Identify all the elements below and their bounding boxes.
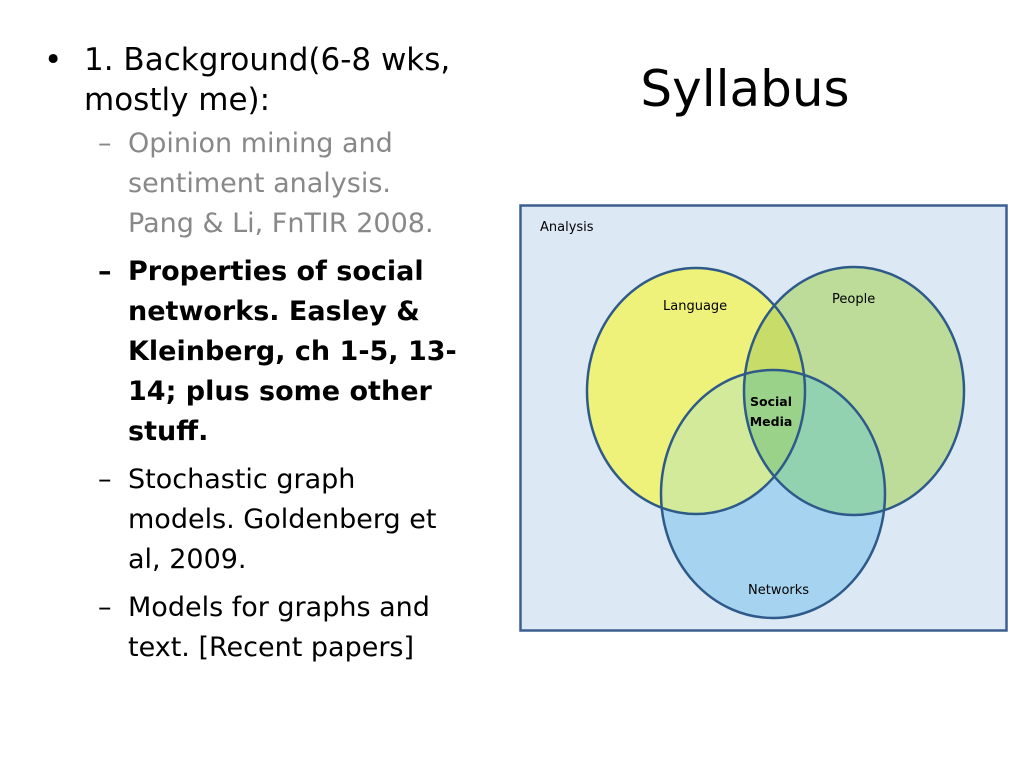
sub-bullet-list [84,124,500,668]
sub-item-line: al, 2009. [128,544,247,575]
slide-title: Syllabus [640,60,850,118]
sub-item-line: networks. Easley & [128,296,420,327]
bullet-list [40,40,500,676]
sub-item-line: models. Goldenberg et [128,504,437,535]
networks-label: Networks [748,583,810,598]
sub-item-line: Pang & Li, FnTIR 2008. [128,208,434,239]
social-media-label-line1: Social [749,394,793,409]
sub-item-line: Kleinberg, ch 1-5, 13- [128,336,457,367]
bullet-icon: • [44,42,63,78]
sub-item-social-networks [84,252,500,452]
sub-item-line: Models for graphs and [128,592,430,623]
sub-item-stochastic-graph [84,460,500,580]
bullet-line-2: mostly me): [84,82,271,118]
sub-item-line: Stochastic graph [128,464,356,495]
dash-icon: – [98,128,112,159]
sub-item-line: Opinion mining and [128,128,393,159]
language-label: Language [663,299,728,314]
bullet-background [40,40,500,668]
people-label: People [832,292,876,307]
dash-icon: – [98,464,112,495]
analysis-label: Analysis [540,220,594,235]
sub-item-line: stuff. [128,416,209,447]
sub-item-line: Properties of social [128,256,424,287]
sub-item-line: 14; plus some other [128,376,432,407]
sub-item-opinion-mining [84,124,500,244]
bullet-line-1: 1. Background(6-8 wks, [84,42,451,78]
sub-item-line: sentiment analysis. [128,168,391,199]
dash-icon: – [98,592,112,623]
sub-item-graphs-text [84,588,500,668]
social-media-label-line2: Media [749,414,793,429]
sub-item-line: text. [Recent papers] [128,632,415,663]
venn-diagram [519,204,1008,632]
dash-icon: – [98,256,112,287]
